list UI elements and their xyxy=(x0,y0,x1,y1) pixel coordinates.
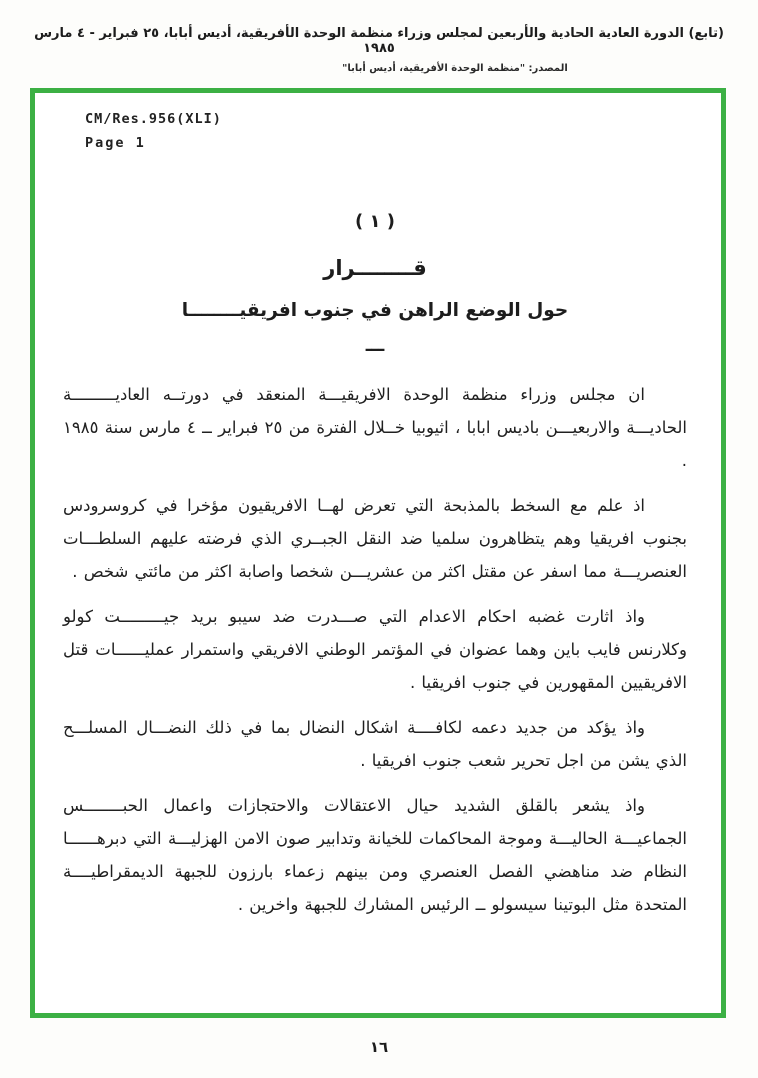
resolution-body xyxy=(63,378,687,921)
page-number: ١٦ xyxy=(369,1038,389,1056)
document-scan-frame xyxy=(30,88,726,1018)
resolution-paragraph-1: ان مجلس وزراء منظمة الوحدة الافريقيـــة المنعقد في دورتــه العاديـــــــــة الحاديـــة والاربعيـــن باديس ابابا ، اثيوبيا خــلال الفترة من ٢٥ فبراير ــ ٤ مارس سنة ١٩٨٥ . xyxy=(63,385,687,470)
resolution-number: ( ١ ) xyxy=(355,211,395,232)
divider-mark: ـــ xyxy=(365,335,385,356)
resolution-paragraph-3: واذ اثارت غضبه احكام الاعدام التي صـــدرت ضد سيبو بريد جيـــــــــت كولو وكلارنس فايب باين وهما عضوان في المؤتمر الوطني الافريقي واستمرار عمليــــــات قتل الافريقيين المقهورين في جنوب افريقيا . xyxy=(63,607,687,692)
page-header xyxy=(0,0,758,74)
document-page-label: Page 1 xyxy=(85,135,146,151)
source-caption: المصدر: "منظمة الوحدة الأفريقية، أديس أبابا" xyxy=(342,63,568,74)
resolution-paragraph-5: واذ يشعر بالقلق الشديد حيال الاعتقالات والاحتجازات واعمال الحبــــــــس الجماعيـــة الحاليـــة وموجة المحاكمات للخيانة وتدابير صون الامن الهزليـــة التي دبرهــــــا النظام ضد مناهضي الفصل العنصري ومن بينهم زعماء بارزون للجبهة الديمقراطيــــة المتحدة مثل البوتينا سيسولو ــ الرئيس المشارك للجبهة واخرين . xyxy=(63,796,687,914)
session-caption: (تابع) الدورة العادية الحادية والأربعين لمجلس وزراء منظمة الوحدة الأفريقية، أديس أبابا، ٢٥ فبراير - ٤ مارس ١٩٨٥ xyxy=(34,26,724,56)
document-reference: CM/Res.956(XLI) xyxy=(85,111,222,127)
resolution-paragraph-4: واذ يؤكد من جديد دعمه لكافــــة اشكال النضال بما في ذلك النضـــال المسلـــح الذي يشن من اجل تحرير شعب جنوب افريقيا . xyxy=(63,718,687,770)
resolution-paragraph-2: اذ علم مع السخط بالمذبحة التي تعرض لهــا الافريقيون مؤخرا في كروسرودس بجنوب افريقيا وهم يتظاهرون سلميا ضد النقل الجبــري الذي فرضته عليهم السلطـــات العنصريـــة مما اسفر عن مقتل اكثر من عشريـــن شخصا واصابة اكثر من مائتي شخص . xyxy=(63,496,687,581)
resolution-title: قــــــــرار xyxy=(323,256,427,280)
resolution-subtitle: حول الوضع الراهن في جنوب افريقيــــــــا xyxy=(181,300,569,321)
